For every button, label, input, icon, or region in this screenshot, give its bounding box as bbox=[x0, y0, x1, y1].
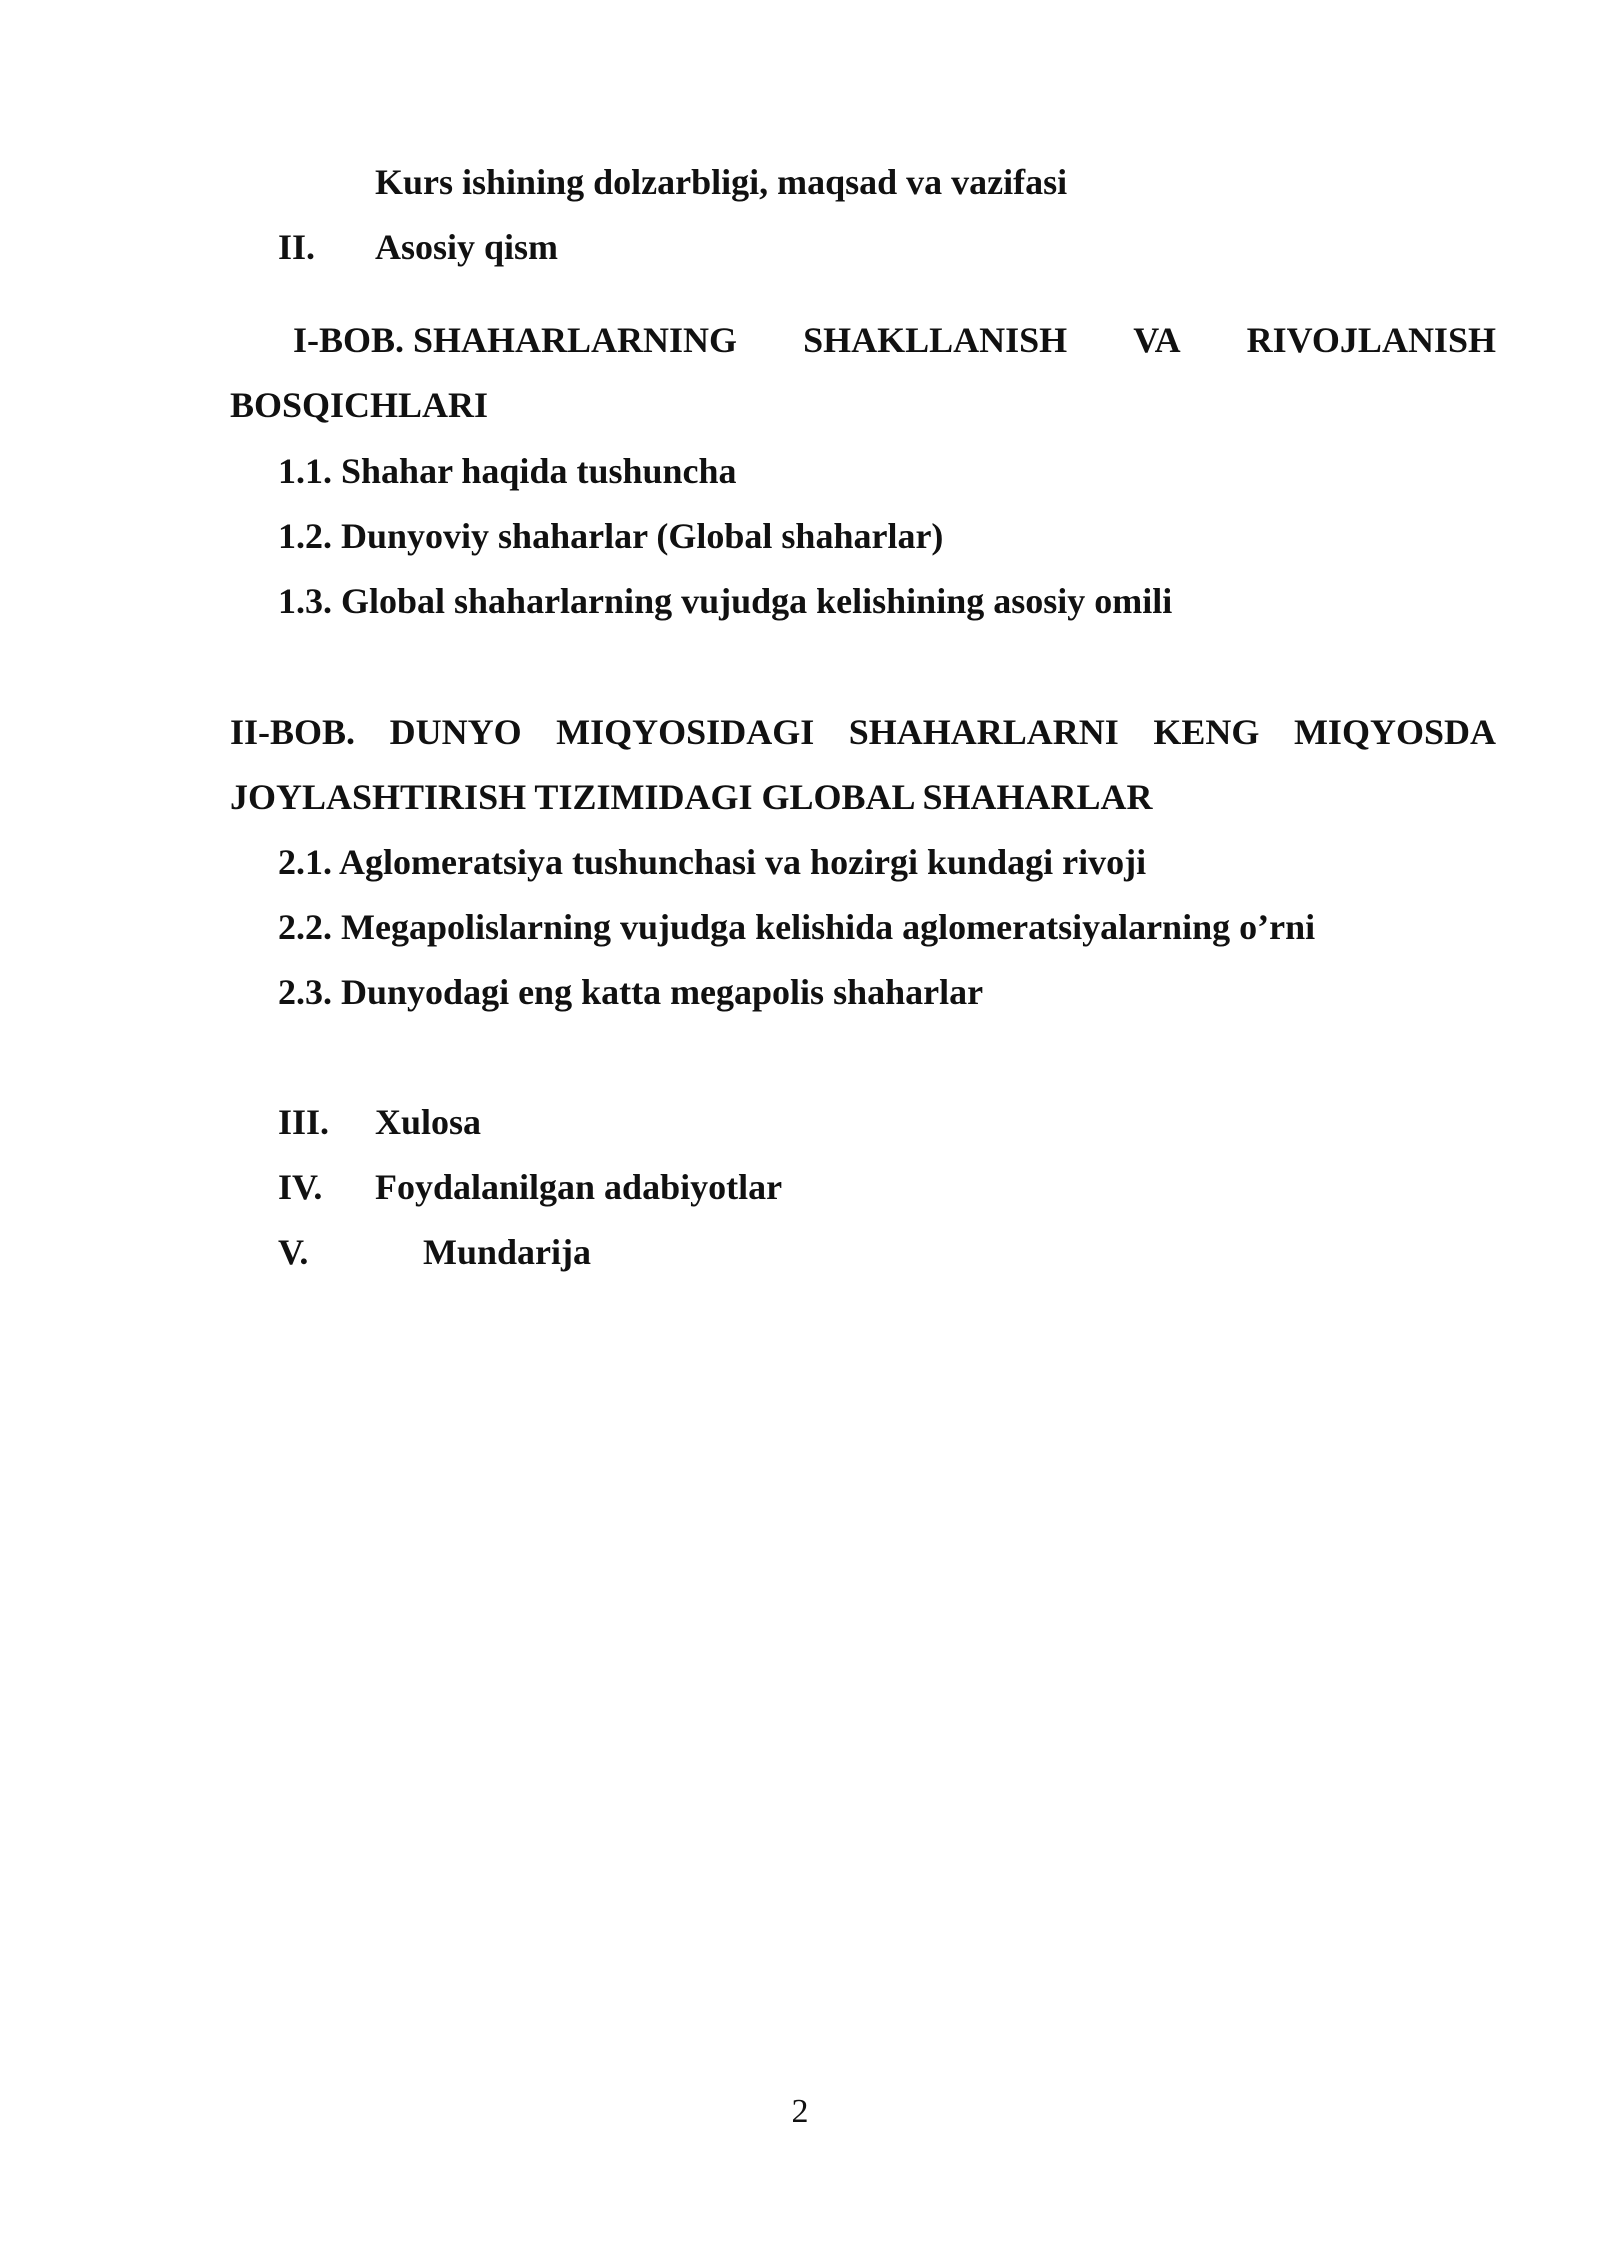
toc-section-title: Xulosa bbox=[375, 1102, 482, 1142]
chapter1-heading-line1 bbox=[293, 318, 1496, 362]
chapter2-heading-word: II-BOB. bbox=[230, 712, 356, 752]
chapter1-item: 1.3. Global shaharlarning vujudga kelishining asosiy omili bbox=[278, 581, 1173, 621]
chapter2-item: 2.3. Dunyodagi eng katta megapolis shaharlar bbox=[278, 972, 984, 1012]
toc-section-numeral: IV. bbox=[278, 1167, 323, 1207]
toc-section-ii-numeral: II. bbox=[278, 227, 316, 267]
chapter2-heading-word: MIQYOSDA bbox=[1293, 712, 1496, 752]
chapter2-item: 2.1. Aglomeratsiya tushunchasi va hozirgi kundagi rivoji bbox=[278, 842, 1147, 882]
chapter1-heading-line2: BOSQICHLARI bbox=[230, 385, 489, 425]
chapter1-heading-word: RIVOJLANISH bbox=[1246, 320, 1496, 360]
chapter2-heading-line1 bbox=[230, 710, 1496, 754]
toc-section-numeral: III. bbox=[278, 1102, 330, 1142]
chapter2-heading-word: KENG bbox=[1153, 712, 1260, 752]
chapter1-heading-word: I-BOB. SHAHARLARNING bbox=[293, 320, 738, 360]
chapter2-item: 2.2. Megapolislarning vujudga kelishida aglomeratsiyalarning o’rni bbox=[278, 907, 1316, 947]
chapter1-heading-word: SHAKLLANISH bbox=[803, 320, 1068, 360]
chapter1-item: 1.2. Dunyoviy shaharlar (Global shaharlar) bbox=[278, 516, 944, 556]
toc-section-title: Foydalanilgan adabiyotlar bbox=[375, 1167, 783, 1207]
toc-section-title: Mundarija bbox=[423, 1232, 592, 1272]
chapter2-heading-word: MIQYOSIDAGI bbox=[556, 712, 815, 752]
toc-section-numeral: V. bbox=[278, 1232, 309, 1272]
chapter1-item: 1.1. Shahar haqida tushuncha bbox=[278, 451, 737, 491]
toc-section-ii-title: Asosiy qism bbox=[375, 227, 559, 267]
page-number: 2 bbox=[791, 2093, 809, 2130]
chapter2-heading-word: DUNYO bbox=[389, 712, 522, 752]
chapter2-heading-line2: JOYLASHTIRISH TIZIMIDAGI GLOBAL SHAHARLAR bbox=[230, 777, 1153, 817]
chapter2-heading-word: SHAHARLARNI bbox=[848, 712, 1119, 752]
chapter1-heading-word: VA bbox=[1133, 320, 1181, 360]
toc-relevance: Kurs ishining dolzarbligi, maqsad va vazifasi bbox=[375, 162, 1068, 202]
